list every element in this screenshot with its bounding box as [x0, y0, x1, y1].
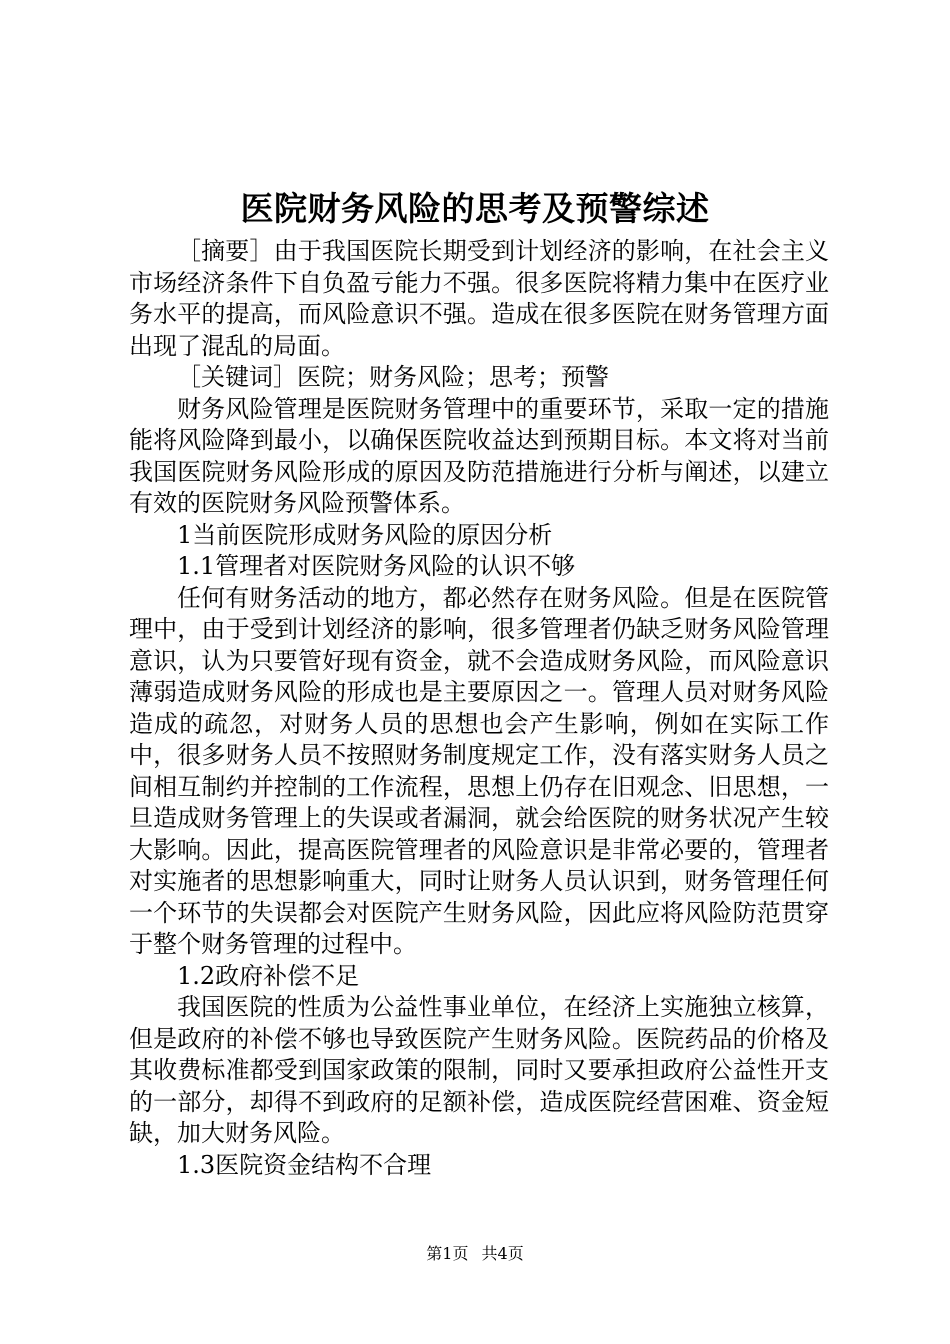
- intro-paragraph: 财务风险管理是医院财务管理中的重要环节，采取一定的措施能将风险降到最小，以确保医院收益达到预期目标。本文将对当前我国医院财务风险形成的原因及防范措施进行分析与阐述，以建立有效的医院财务风险预警体系。: [129, 394, 829, 517]
- subsection-heading-1-2: 1.2政府补偿不足: [177, 961, 360, 990]
- page-total: 共4页: [481, 1244, 524, 1263]
- subsection-heading-1-1: 1.1管理者对医院财务风险的认识不够: [177, 552, 576, 580]
- body-paragraph-1-2: 我国医院的性质为公益性事业单位，在经济上实施独立核算，但是政府的补偿不够也导致医院产生财务风险。医院药品的价格及其收费标准都受到国家政策的限制，同时又要承担政府公益性开支的一部分，却得不到政府的足额补偿，造成医院经营困难、资金短缺，加大财务风险。: [129, 993, 829, 1147]
- body-paragraph-1-1: 任何有财务活动的地方，都必然存在财务风险。但是在医院管理中，由于受到计划经济的影响，很多管理者仍缺乏财务风险管理意识，认为只要管好现有资金，就不会造成财务风险，而风险意识薄弱造成财务风险的形成也是主要原因之一。管理人员对财务风险造成的疏忽，对财务人员的思想也会产生影响，例如在实际工作中，很多财务人员不按照财务制度规定工作，没有落实财务人员之间相互制约并控制的工作流程，思想上仍存在旧观念、旧思想，一旦造成财务管理上的失误或者漏洞，就会给医院的财务状况产生较大影响。因此，提高医院管理者的风险意识是非常必要的，管理者对实施者的思想影响重大，同时让财务人员认识到，财务管理任何一个环节的失误都会对医院产生财务风险，因此应将风险防范贯穿于整个财务管理的过程中。: [129, 583, 829, 958]
- page-footer: [0, 1244, 950, 1264]
- abstract-paragraph: ［摘要］由于我国医院长期受到计划经济的影响，在社会主义市场经济条件下自负盈亏能力不强。很多医院将精力集中在医疗业务水平的提高，而风险意识不强。造成在很多医院在财务管理方面出现了混乱的局面。: [129, 237, 829, 360]
- document-title: 医院财务风险的思考及预警综述: [240, 189, 710, 228]
- section-heading-1: 1当前医院形成财务风险的原因分析: [177, 520, 553, 549]
- subsection-heading-1-3: 1.3医院资金结构不合理: [177, 1150, 432, 1179]
- keywords-paragraph: ［关键词］医院；财务风险；思考；预警: [177, 363, 609, 391]
- document-body: [129, 236, 829, 1181]
- page-number: 第1页: [426, 1244, 469, 1263]
